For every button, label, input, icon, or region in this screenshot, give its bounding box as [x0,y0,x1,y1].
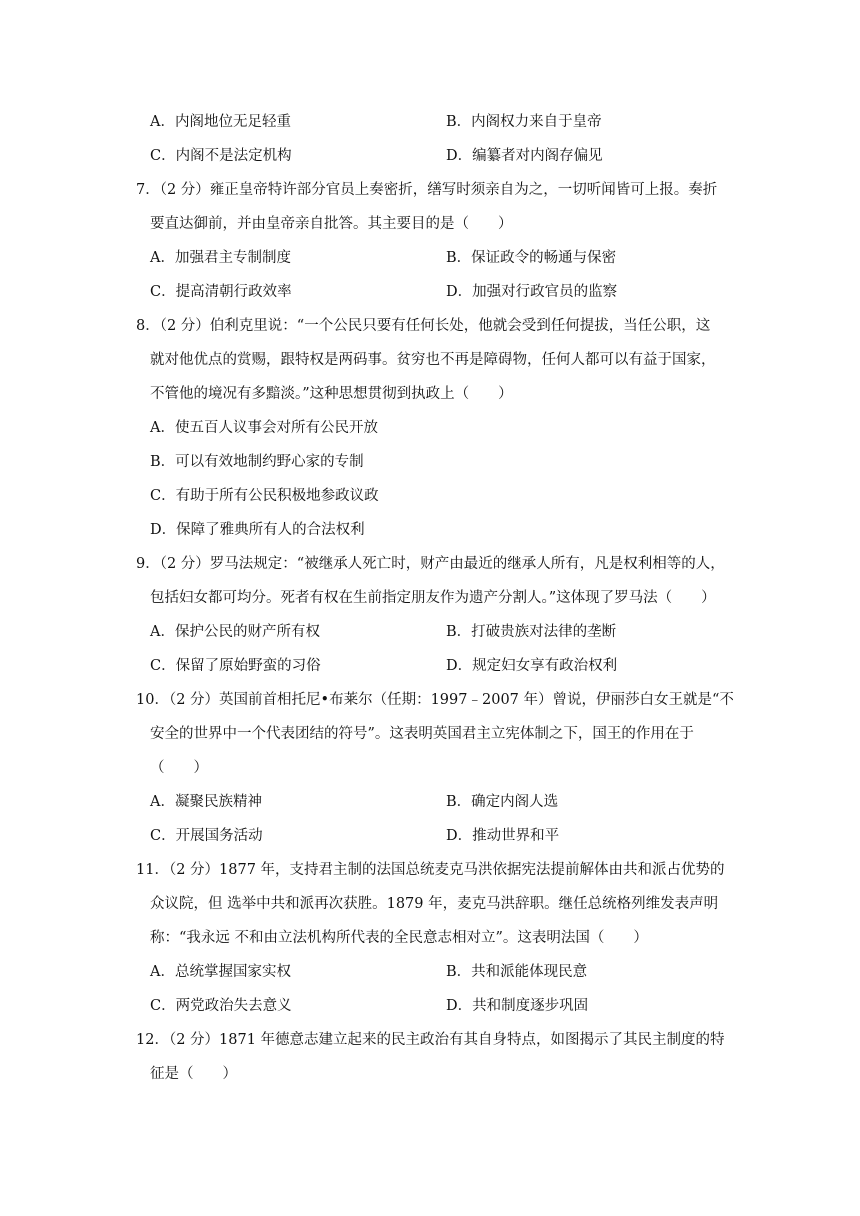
q7-option-b: B．保证政令的畅通与保密 [446,250,617,266]
q7-option-d: D．加强对行政官员的监察 [446,284,618,300]
q11-option-c: C．两党政治失去意义 [150,998,292,1014]
q9-stem-line-1: 9．（2 分）罗马法规定：“被继承人死亡时，财产由最近的继承人所有，凡是权利相等的人， [136,556,725,572]
q10-option-b: B．确定内阁人选 [446,794,559,810]
q7-stem-line-2: 要直达御前，并由皇帝亲自批答。其主要目的是（ ） [150,216,513,232]
q8-option-c: C．有助于所有公民积极地参政议政 [150,488,379,504]
q8-stem-line-1: 8．（2 分）伯利克里说：“一个公民只要有任何长处，他就会受到任何提拔，当任公职，这 [136,318,711,334]
q11-option-b: B．共和派能体现民意 [446,964,588,980]
q11-stem-line-2: 众议院，但 选举中共和派再次获胜。1879 年，麦克马洪辞职。继任总统格列维发表声明 [150,896,719,912]
q12-stem-line-1: 12．（2 分）1871 年德意志建立起来的民主政治有其自身特点，如图揭示了其民主制度的特 [136,1032,725,1048]
q8-option-b: B．可以有效地制约野心家的专制 [150,454,364,470]
q9-stem-line-2: 包括妇女都可均分。死者有权在生前指定朋友作为遗产分割人。”这体现了罗马法（ ） [150,590,716,606]
q11-stem-line-3: 称：“我永远 不和由立法机构所代表的全民意志相对立”。这表明法国（ ） [150,930,648,946]
q7-option-a: A．加强君主专制制度 [150,250,291,266]
q12-stem-line-2: 征是（ ） [150,1066,237,1082]
q10-option-c: C．开展国务活动 [150,828,263,844]
q7-stem-line-1: 7．（2 分）雍正皇帝特许部分官员上奏密折，缮写时须亲自为之，一切听闻皆可上报。奏折 [136,182,718,198]
q11-option-a: A．总统掌握国家实权 [150,964,291,980]
q9-option-d: D．规定妇女享有政治权利 [446,658,618,674]
q8-stem-line-2: 就对他优点的赏赐，跟特权是两码事。贫穷也不再是障碍物，任何人都可以有益于国家， [150,352,716,368]
q8-stem-line-3: 不管他的境况有多黯淡。”这种思想贯彻到执政上（ ） [150,386,513,402]
q10-option-d: D．推动世界和平 [446,828,560,844]
q8-option-d: D．保障了雅典所有人的合法权利 [150,522,365,538]
q6-option-a: A．内阁地位无足轻重 [150,114,291,130]
q10-stem-line-2: 安全的世界中一个代表团结的符号”。这表明英国君主立宪体制之下，国王的作用在于 [150,726,694,742]
q6-option-c: C．内阁不是法定机构 [150,148,292,164]
q10-option-a: A．凝聚民族精神 [150,794,262,810]
q6-option-b: B．内阁权力来自于皇帝 [446,114,602,130]
q10-stem-line-1: 10．（2 分）英国前首相托尼•布莱尔（任期：1997﹣2007 年）曾说，伊丽莎白女王就是“不 [136,692,734,708]
q6-option-d: D．编纂者对内阁存偏见 [446,148,603,164]
q10-stem-line-3: （ ） [150,760,208,776]
q9-option-a: A．保护公民的财产所有权 [150,624,320,640]
q9-option-c: C．保留了原始野蛮的习俗 [150,658,321,674]
q11-stem-line-1: 11．（2 分）1877 年，支持君主制的法国总统麦克马洪依据宪法提前解体由共和派占优势的 [136,862,725,878]
q8-option-a: A．使五百人议事会对所有公民开放 [150,420,378,436]
q11-option-d: D．共和制度逐步巩固 [446,998,589,1014]
q7-option-c: C．提高清朝行政效率 [150,284,292,300]
q9-option-b: B．打破贵族对法律的垄断 [446,624,617,640]
